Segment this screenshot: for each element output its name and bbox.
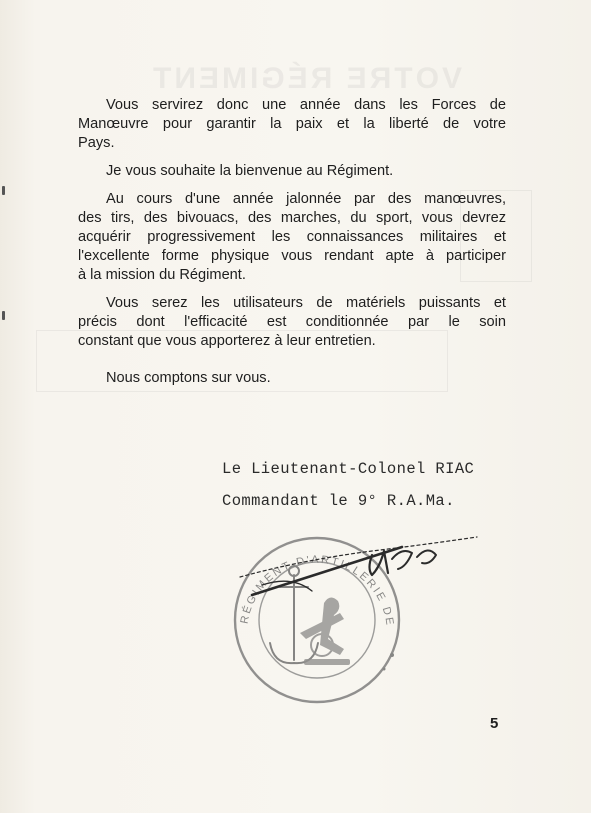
text-line: Vous servirez donc une année dans les Forces de (106, 97, 506, 113)
stamp-and-signature (222, 515, 482, 710)
text-line: précis dont l'efficacité est conditionnée par le soin (78, 314, 506, 330)
text-line: à la mission du Régiment. (78, 267, 246, 283)
text-line: acquérir progressivement les connaissances militaires et (78, 229, 506, 245)
paragraph-forces (78, 96, 506, 153)
paragraph-training (78, 190, 506, 285)
text-line: Au cours d'une année jalonnée par des manœuvres, (106, 191, 506, 207)
text-line: l'excellente forme physique vous rendant apte à participer (78, 248, 506, 264)
text-line: Manœuvre pour garantir la paix et la liberté de votre (78, 116, 506, 132)
signatory-rank: Le Lieutenant-Colonel RIAC (222, 460, 475, 478)
seal-text-path: RÉGIMENT D'ARTILLERIE DE (238, 553, 396, 628)
text-line: des tirs, des bivouacs, des marches, du sport, vous devrez (78, 210, 506, 226)
binding-mark (2, 186, 5, 195)
page-number: 5 (490, 715, 499, 732)
paragraph-equipment (78, 294, 506, 351)
regimental-seal-icon (222, 515, 399, 702)
text-line: Vous serez les utilisateurs de matériels puissants et (106, 295, 506, 311)
paragraph-closing (78, 369, 506, 388)
binding-mark (2, 311, 5, 320)
text-line: constant que vous apporterez à leur entretien. (78, 333, 376, 349)
signatory-command: Commandant le 9° R.A.Ma. (222, 492, 455, 510)
letter-body (78, 96, 506, 397)
text-line: Nous comptons sur vous. (106, 370, 271, 386)
paragraph-welcome (78, 162, 506, 181)
bleed-through-heading: VOTRE RÉGIMENT (150, 62, 463, 95)
text-line: Je vous souhaite la bienvenue au Régiment. (106, 163, 394, 179)
text-line: Pays. (78, 135, 115, 151)
